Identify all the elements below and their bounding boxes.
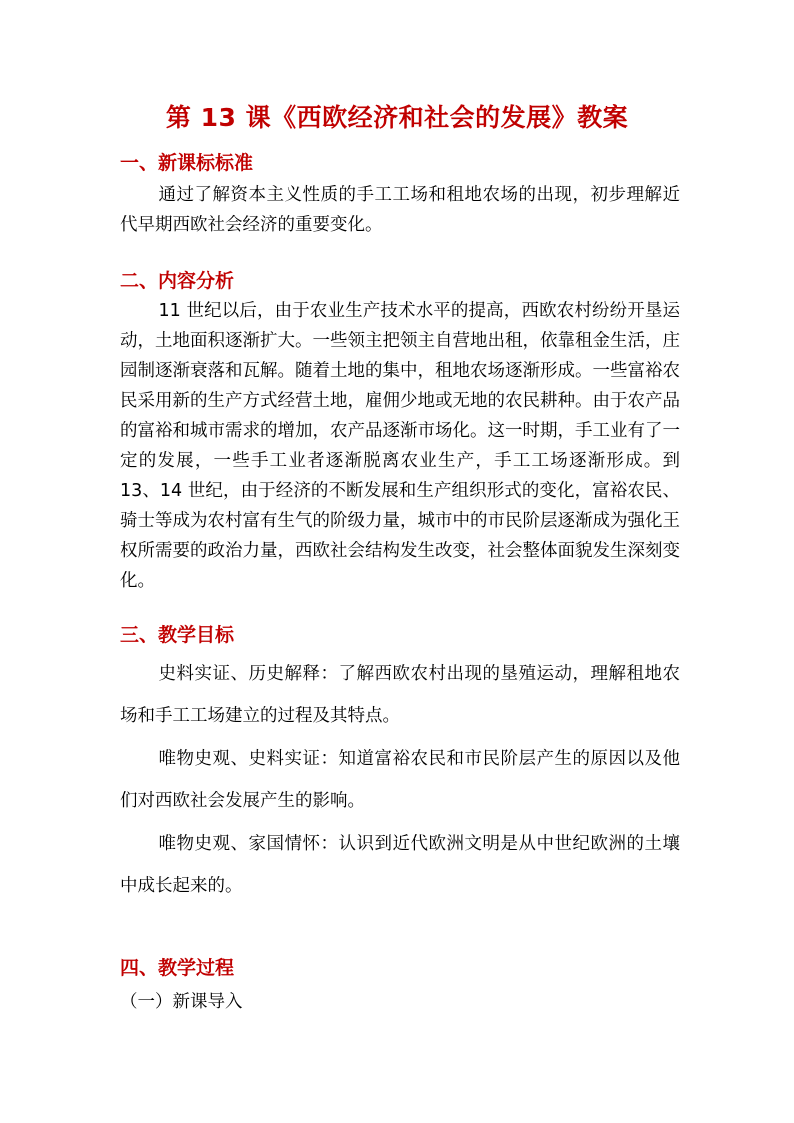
subheading-lesson-intro: （一）新课导入	[120, 992, 243, 1012]
section-heading-standards: 一、新课标标准	[120, 152, 254, 174]
document-title: 第 13 课《西欧经济和社会的发展》教案	[165, 103, 629, 132]
teaching-goal-1: 史料实证、历史解释：了解西欧农村出现的垦殖运动，理解租地农场和手工工场建立的过程及其特点。	[120, 664, 680, 726]
section-heading-teaching-process: 四、教学过程	[120, 957, 235, 979]
content-analysis-paragraph: 11 世纪以后，由于农业生产技术水平的提高，西欧农村纷纷开垦运动，土地面积逐渐扩大。一些领主把领主自营地出租，依靠租金生活，庄园制逐渐衰落和瓦解。随着土地的集中，租地农场逐渐形成。一些富裕农民采用新的生产方式经营土地，雇佣少地或无地的农民耕种。由于农产品的富裕和城市需求的增加，农产品逐渐市场化。这一时期，手工业有了一定的发展，一些手工业者逐渐脱离农业生产，手工工场逐渐形成。到 13、14 世纪，由于经济的不断发展和生产组织形式的变化，富裕农民、骑士等成为农村富有生气的阶级力量，城市中的市民阶层逐渐成为强化王权所需要的政治力量，西欧社会结构发生改变，社会整体面貌发生深刻变化。	[120, 301, 680, 591]
teaching-goal-3: 唯物史观、家国情怀：认识到近代欧洲文明是从中世纪欧洲的土壤中成长起来的。	[120, 834, 680, 896]
teaching-goal-2: 唯物史观、史料实证：知道富裕农民和市民阶层产生的原因以及他们对西欧社会发展产生的影响。	[120, 749, 680, 811]
standards-paragraph: 通过了解资本主义性质的手工工场和租地农场的出现，初步理解近代早期西欧社会经济的重要变化。	[120, 185, 680, 235]
section-heading-teaching-goals: 三、教学目标	[120, 624, 235, 646]
section-heading-content-analysis: 二、内容分析	[120, 270, 235, 292]
